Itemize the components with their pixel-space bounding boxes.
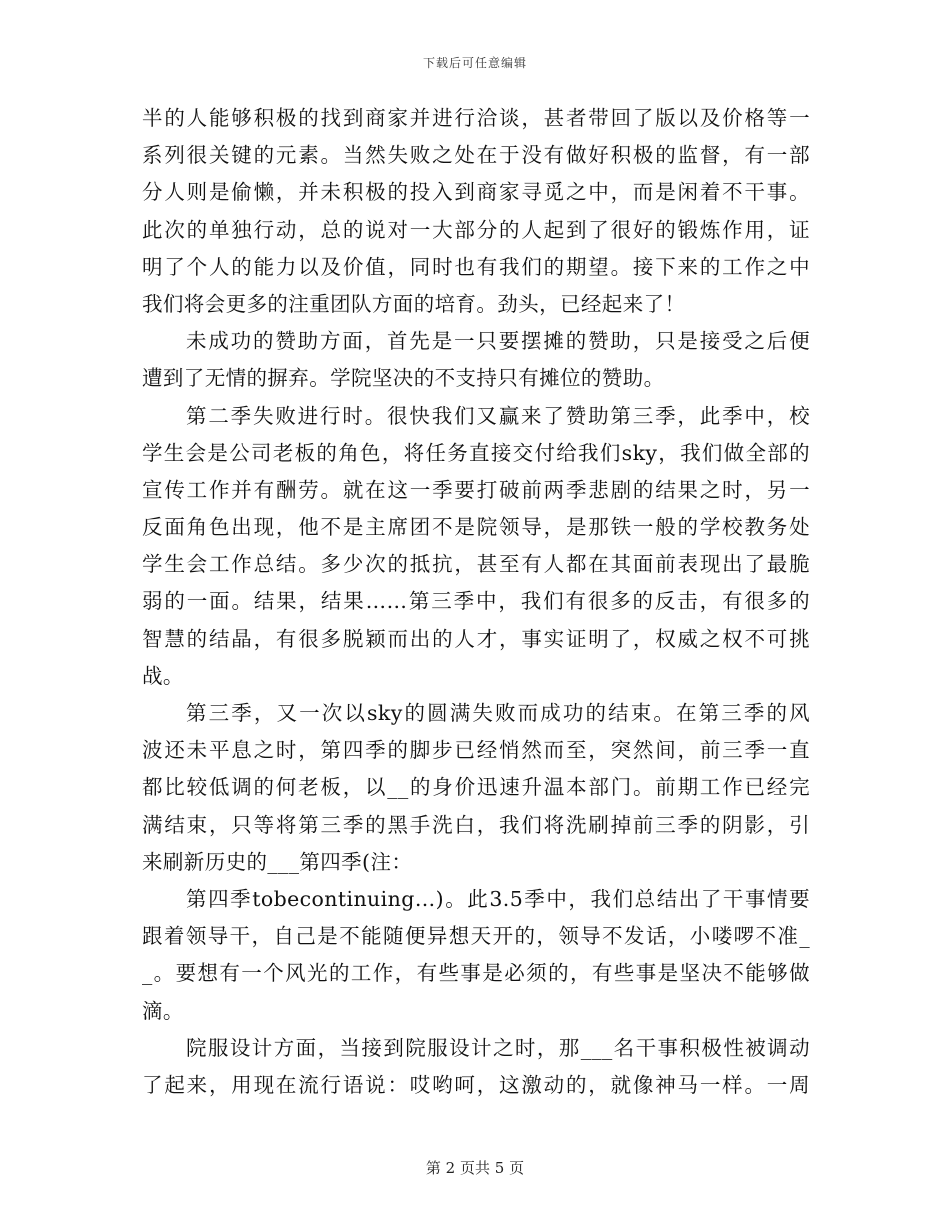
document-body — [142, 100, 810, 1104]
body-text-line: 了起来，用现在流行语说：哎哟呵，这激动的，就像神马一样。一周 — [142, 1072, 810, 1097]
body-text-line: 分人则是偷懒，并未积极的投入到商家寻觅之中，而是闲着不干事。 — [142, 180, 810, 205]
body-text-line: 学生会是公司老板的角色，将任务直接交付给我们sky，我们做全部的 — [142, 440, 810, 465]
body-text-line: 第四季tobecontinuing…)。此3.5季中，我们总结出了干事情要 — [186, 886, 810, 911]
body-text-line: 波还未平息之时，第四季的脚步已经悄然而至，突然间，前三季一直 — [142, 738, 810, 763]
body-text-line: 都比较低调的何老板，以__的身价迅速升温本部门。前期工作已经完 — [142, 775, 810, 800]
body-text-line: 第二季失败进行时。很快我们又赢来了赞助第三季，此季中，校 — [186, 403, 810, 428]
body-text-line: 战。 — [142, 663, 184, 688]
body-text-line: 反面角色出现，他不是主席团不是院领导，是那铁一般的学校教务处 — [142, 515, 810, 540]
body-text-line: 半的人能够积极的找到商家并进行洽谈，甚者带回了版以及价格等一 — [142, 106, 810, 130]
body-text-line: 第三季，又一次以sky的圆满失败而成功的结束。在第三季的风 — [186, 701, 810, 725]
body-text-line: 我们将会更多的注重团队方面的培育。劲头，已经起来了！ — [142, 291, 686, 316]
body-text-line: 跟着领导干，自己是不能随便异想天开的，领导不发话，小喽啰不准_ — [142, 924, 810, 949]
body-text-line: 来刷新历史的___第四季(注： — [142, 849, 413, 874]
body-text-line: 此次的单独行动，总的说对一大部分的人起到了很好的锻炼作用，证 — [142, 217, 810, 242]
body-text-line: 宣传工作并有酬劳。就在这一季要打破前两季悲剧的结果之时，另一 — [142, 477, 810, 502]
page-header: 下载后可任意编辑 — [422, 56, 527, 70]
body-text-line: 未成功的赞助方面，首先是一只要摆摊的赞助，只是接受之后便 — [186, 329, 810, 354]
body-text-line: 遭到了无情的摒弃。学院坚决的不支持只有摊位的赞助。 — [142, 366, 665, 391]
body-text-line: 弱的一面。结果，结果……第三季中，我们有很多的反击，有很多的 — [142, 589, 810, 614]
body-text-line: 学生会工作总结。多少次的抵抗，甚至有人都在其面前表现出了最脆 — [142, 552, 810, 577]
page-footer: 第 2 页共 5 页 — [425, 1159, 525, 1177]
body-text-line: 院服设计方面，当接到院服设计之时，那___名干事积极性被调动 — [186, 1035, 810, 1060]
body-text-line: 明了个人的能力以及价值，同时也有我们的期望。接下来的工作之中 — [142, 254, 810, 279]
body-text-line: 智慧的结晶，有很多脱颖而出的人才，事实证明了，权威之权不可挑 — [142, 626, 810, 651]
body-text-line: _。要想有一个风光的工作，有些事是必须的，有些事是坚决不能够做 — [142, 961, 810, 986]
body-text-line: 满结束，只等将第三季的黑手洗白，我们将洗刷掉前三季的阴影，引 — [142, 812, 810, 837]
body-text-line: 系列很关键的元素。当然失败之处在于没有做好积极的监督，有一部 — [142, 143, 810, 168]
body-text-line: 滴。 — [142, 998, 184, 1023]
